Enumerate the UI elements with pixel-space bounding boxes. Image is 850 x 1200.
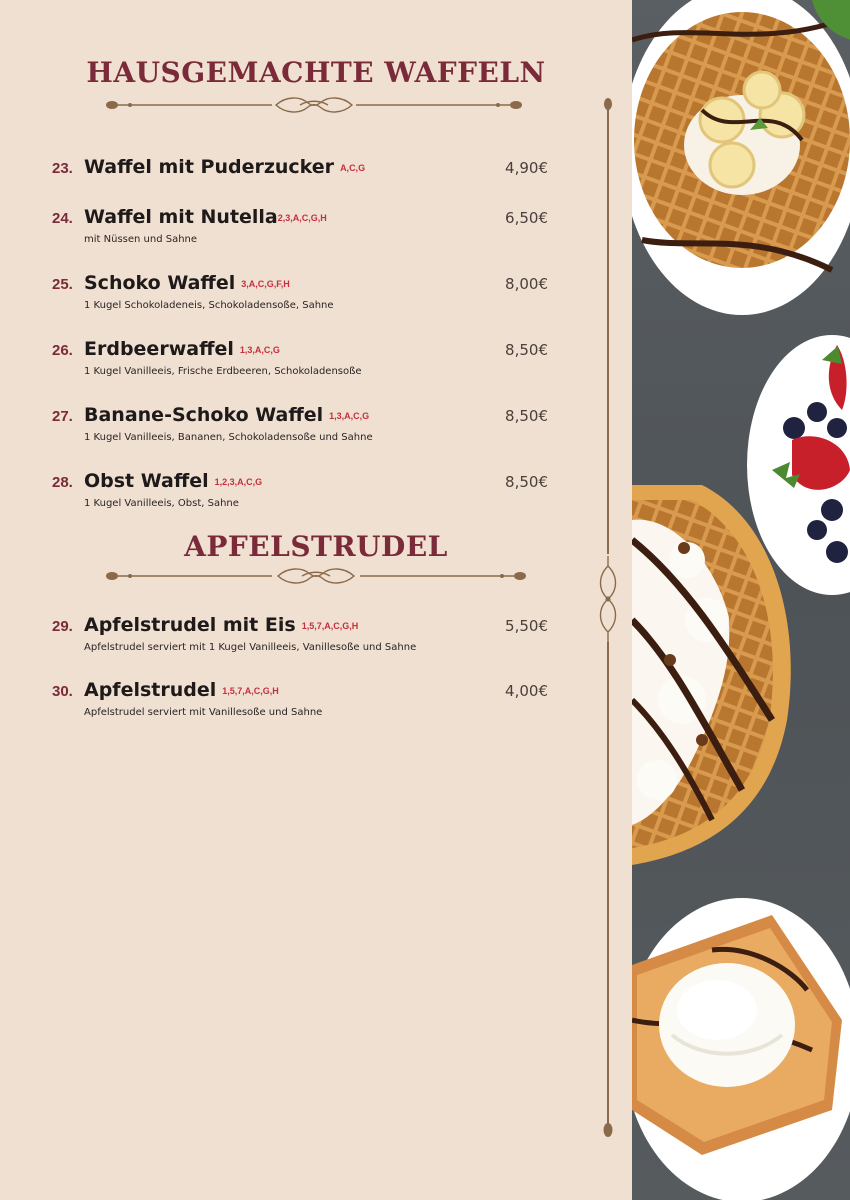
item-number: 30. xyxy=(52,683,73,700)
item-number: 29. xyxy=(52,618,73,635)
item-number: 28. xyxy=(52,474,73,491)
ornament-divider-icon xyxy=(104,565,528,587)
allergen-codes: 1,2,3,A,C,G xyxy=(214,477,263,487)
item-name: Banane-Schoko Waffel 1,3,A,C,G xyxy=(84,404,370,426)
allergen-codes: 3,A,C,G,F,H xyxy=(241,279,290,289)
item-number: 24. xyxy=(52,210,73,227)
vertical-divider-bottom xyxy=(607,642,609,1124)
food-photo-column xyxy=(632,0,850,1200)
allergen-codes: 1,5,7,A,C,G,H xyxy=(222,686,279,696)
food-photos-icon xyxy=(632,0,850,1200)
item-name: Waffel mit Puderzucker A,C,G xyxy=(84,156,366,178)
item-name: Erdbeerwaffel 1,3,A,C,G xyxy=(84,338,280,360)
item-description: 1 Kugel Vanilleeis, Bananen, Schokoladensoße und Sahne xyxy=(84,432,373,443)
section-title-apfelstrudel: APFELSTRUDEL xyxy=(184,530,448,563)
vertical-scroll-ornament-icon xyxy=(594,556,622,642)
vertical-line-bottom-end-icon xyxy=(601,1120,615,1138)
item-description: mit Nüssen und Sahne xyxy=(84,234,198,245)
ornament-divider-icon xyxy=(104,94,524,116)
allergen-codes: 1,3,A,C,G xyxy=(329,411,370,421)
item-number: 25. xyxy=(52,276,73,293)
item-number: 27. xyxy=(52,408,73,425)
item-description: Apfelstrudel serviert mit Vanillesoße und Sahne xyxy=(84,707,323,718)
item-name: Apfelstrudel 1,5,7,A,C,G,H xyxy=(84,679,279,701)
item-name: Obst Waffel 1,2,3,A,C,G xyxy=(84,470,263,492)
apfelstrudel-icecream-photo xyxy=(632,898,850,1200)
item-price: 5,50€ xyxy=(505,617,548,635)
item-number: 26. xyxy=(52,342,73,359)
item-name: Apfelstrudel mit Eis 1,5,7,A,C,G,H xyxy=(84,614,359,636)
allergen-codes: A,C,G xyxy=(340,163,366,173)
waffle-banana-photo xyxy=(632,0,850,315)
allergen-codes: 2,3,A,C,G,H xyxy=(277,213,327,223)
vertical-divider-top xyxy=(607,108,609,554)
item-description: 1 Kugel Vanilleeis, Obst, Sahne xyxy=(84,498,239,509)
item-description: 1 Kugel Vanilleeis, Frische Erdbeeren, Schokoladensoße xyxy=(84,366,362,377)
item-price: 4,00€ xyxy=(505,682,548,700)
item-price: 8,50€ xyxy=(505,407,548,425)
item-price: 6,50€ xyxy=(505,209,548,227)
vertical-line-top-end-icon xyxy=(601,96,615,112)
item-price: 8,50€ xyxy=(505,341,548,359)
section-title-waffeln: HAUSGEMACHTE WAFFELN xyxy=(86,56,546,89)
item-price: 8,00€ xyxy=(505,275,548,293)
allergen-codes: 1,3,A,C,G xyxy=(239,345,280,355)
item-number: 23. xyxy=(52,160,73,177)
item-description: Apfelstrudel serviert mit 1 Kugel Vanilleeis, Vanillesoße und Sahne xyxy=(84,642,417,653)
allergen-codes: 1,5,7,A,C,G,H xyxy=(301,621,359,631)
item-name: Waffel mit Nutella2,3,A,C,G,H xyxy=(84,206,327,228)
item-name: Schoko Waffel 3,A,C,G,F,H xyxy=(84,272,290,294)
item-price: 8,50€ xyxy=(505,473,548,491)
item-price: 4,90€ xyxy=(505,159,548,177)
item-description: 1 Kugel Schokoladeneis, Schokoladensoße, Sahne xyxy=(84,300,334,311)
